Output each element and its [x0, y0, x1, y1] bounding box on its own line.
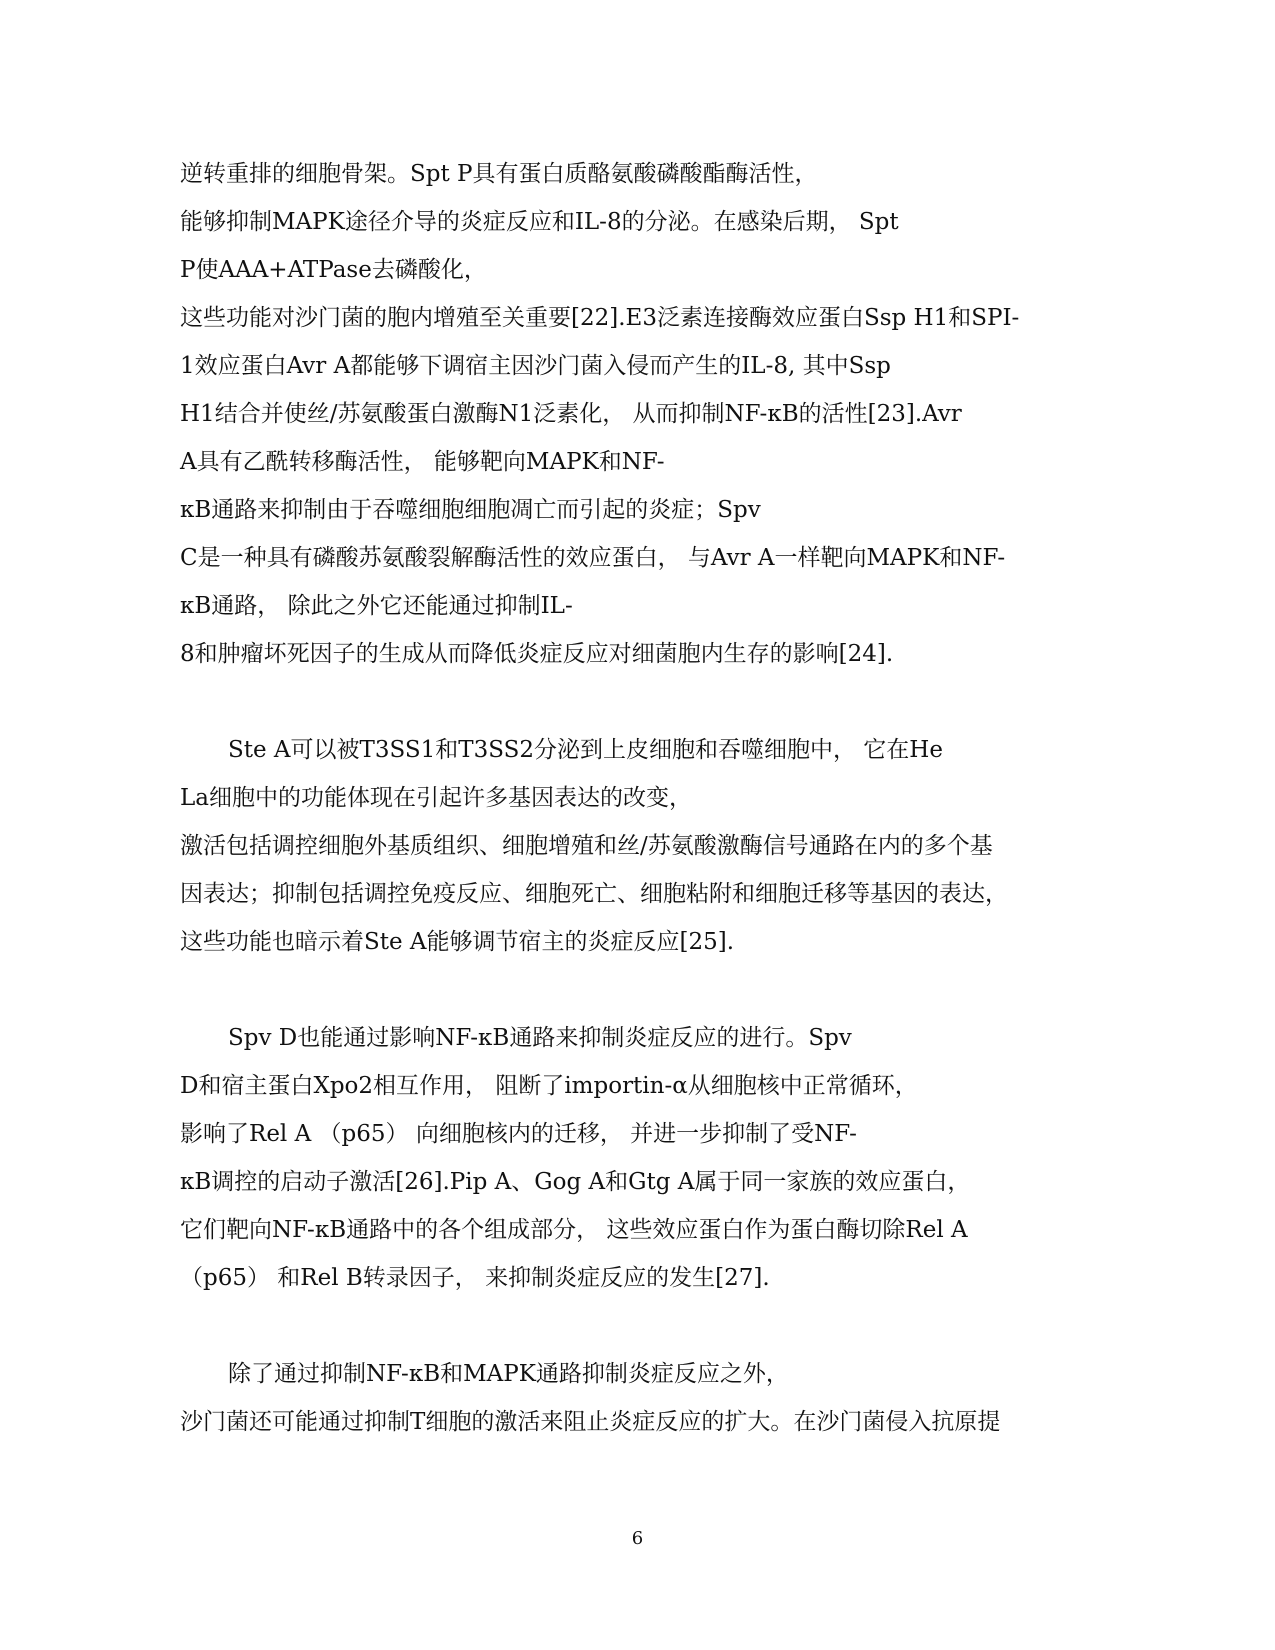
text-line: A具有乙酰转移酶活性， 能够靶向MAPK和NF- — [180, 449, 665, 475]
text-line: 因表达；抑制包括调控免疫反应、细胞死亡、细胞粘附和细胞迁移等基因的表达， — [180, 881, 1008, 907]
text-line: 能够抑制MAPK途径介导的炎症反应和IL-8的分泌。在感染后期， Spt — [180, 209, 899, 235]
page-number: 6 — [631, 1528, 644, 1549]
text-line: 逆转重排的细胞骨架。Spt P具有蛋白质酪氨酸磷酸酯酶活性， — [180, 161, 818, 187]
text-line: 这些功能也暗示着Ste A能够调节宿主的炎症反应[25]. — [180, 929, 735, 955]
text-line: 影响了Rel A （p65） 向细胞核内的迁移， 并进一步抑制了受NF- — [180, 1121, 857, 1147]
text-line: （p65） 和Rel B转录因子， 来抑制炎症反应的发生[27]. — [180, 1265, 770, 1291]
text-line: 激活包括调控细胞外基质组织、细胞增殖和丝/苏氨酸激酶信号通路在内的多个基 — [180, 833, 993, 859]
paragraph-4 — [180, 1350, 1100, 1446]
paragraph-3 — [180, 1014, 1100, 1302]
paragraph-spacer — [180, 678, 1100, 726]
paragraph-spacer — [180, 966, 1100, 1014]
text-line: 沙门菌还可能通过抑制T细胞的激活来阻止炎症反应的扩大。在沙门菌侵入抗原提 — [180, 1409, 1001, 1435]
paragraph-1 — [180, 150, 1100, 678]
paragraph-2 — [180, 726, 1100, 966]
text-line: 除了通过抑制NF-κB和MAPK通路抑制炎症反应之外， — [228, 1361, 789, 1387]
text-line: 1效应蛋白Avr A都能够下调宿主因沙门菌入侵而产生的IL-8, 其中Ssp — [180, 353, 891, 379]
text-line: P使AAA+ATPase去磷酸化， — [180, 257, 487, 283]
text-line: κB通路， 除此之外它还能通过抑制IL- — [180, 593, 573, 619]
text-line: 它们靶向NF-κB通路中的各个组成部分， 这些效应蛋白作为蛋白酶切除Rel A — [180, 1217, 968, 1243]
text-line: La细胞中的功能体现在引起许多基因表达的改变， — [180, 785, 692, 811]
text-line: Ste A可以被T3SS1和T3SS2分泌到上皮细胞和吞噬细胞中， 它在He — [228, 737, 943, 763]
text-line: H1结合并使丝/苏氨酸蛋白激酶N1泛素化， 从而抑制NF-κB的活性[23].Avr — [180, 401, 962, 427]
text-line: D和宿主蛋白Xpo2相互作用， 阻断了importin-α从细胞核中正常循环， — [180, 1073, 918, 1099]
paragraph-spacer — [180, 1302, 1100, 1350]
text-line: 8和肿瘤坏死因子的生成从而降低炎症反应对细菌胞内生存的影响[24]. — [180, 641, 894, 667]
text-line: κB调控的启动子激活[26].Pip A、Gog A和Gtg A属于同一家族的效应蛋白， — [180, 1169, 971, 1195]
text-line: C是一种具有磷酸苏氨酸裂解酶活性的效应蛋白， 与Avr A一样靶向MAPK和NF- — [180, 545, 1006, 571]
text-line: Spv D也能通过影响NF-κB通路来抑制炎症反应的进行。Spv — [228, 1025, 852, 1051]
text-line: 这些功能对沙门菌的胞内增殖至关重要[22].E3泛素连接酶效应蛋白Ssp H1和SPI- — [180, 305, 1020, 331]
text-line: κB通路来抑制由于吞噬细胞细胞凋亡而引起的炎症；Spv — [180, 497, 761, 523]
body-text — [180, 150, 1100, 1446]
